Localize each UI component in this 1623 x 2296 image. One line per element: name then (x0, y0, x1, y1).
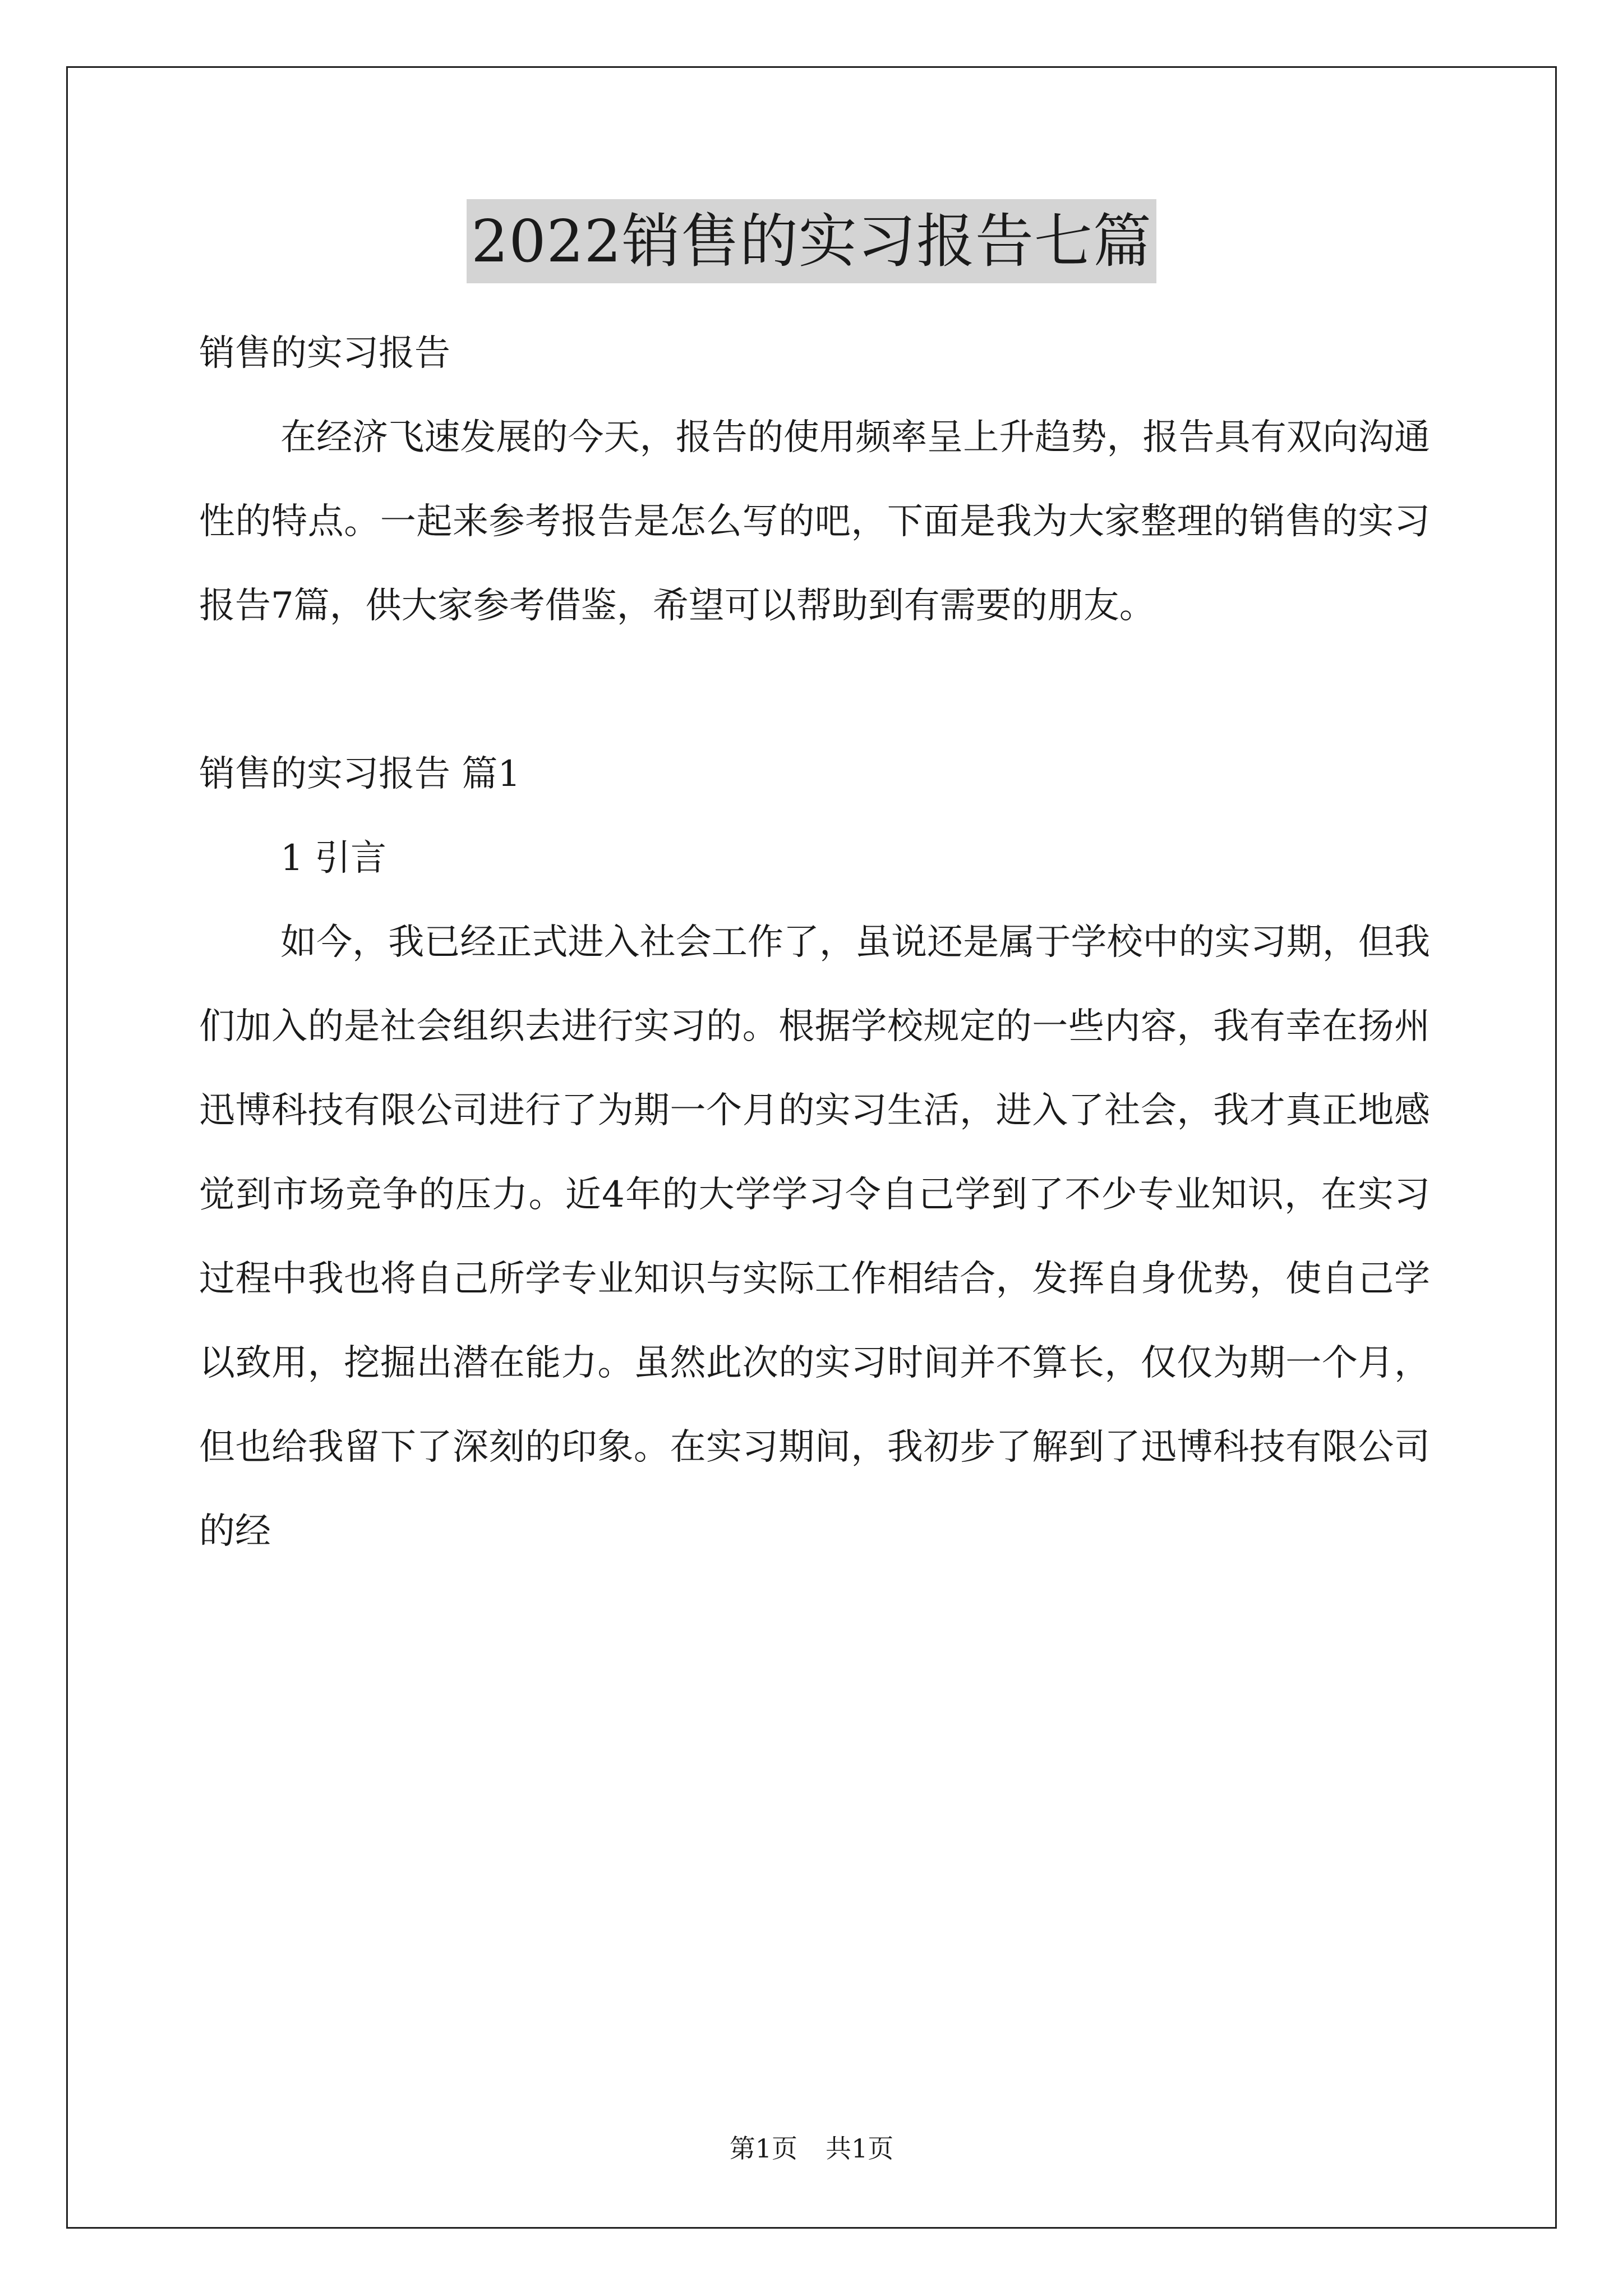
page-footer (0, 2132, 1623, 2165)
page-total: 共1页 (826, 2133, 894, 2164)
page-number: 第1页 (729, 2133, 797, 2164)
section-title: 销售的实习报告 篇1 (199, 753, 521, 795)
body-paragraph: 如今，我已经正式进入社会工作了，虽说还是属于学校中的实习期，但我们加入的是社会组织去进行实习的。根据学校规定的一些内容，我有幸在扬州迅博科技有限公司进行了为期一个月的实习生活，进入了社会，我才真正地感觉到市场竞争的压力。近4年的大学学习令自己学到了不少专业知识，在实习过程中我也将自己所学专业知识与实际工作相结合，发挥自身优势，使自己学以致用，挖掘出潜在能力。虽然此次的实习时间并不算长，仅仅为期一个月，但也给我留下了深刻的印象。在实习期间，我初步了解到了迅博科技有限公司的经 (199, 922, 1430, 1552)
subheading-introduction: 1 引言 (280, 838, 387, 879)
report-heading: 销售的实习报告 (199, 333, 450, 374)
document-title: 2022销售的实习报告七篇 (467, 199, 1156, 283)
intro-paragraph: 在经济飞速发展的今天，报告的使用频率呈上升趋势，报告具有双向沟通性的特点。一起来参考报告是怎么写的吧，下面是我为大家整理的销售的实习报告7篇，供大家参考借鉴，希望可以帮助到有需要的朋友。 (199, 417, 1430, 627)
title-container (0, 199, 1623, 283)
document-body (199, 311, 1430, 1573)
